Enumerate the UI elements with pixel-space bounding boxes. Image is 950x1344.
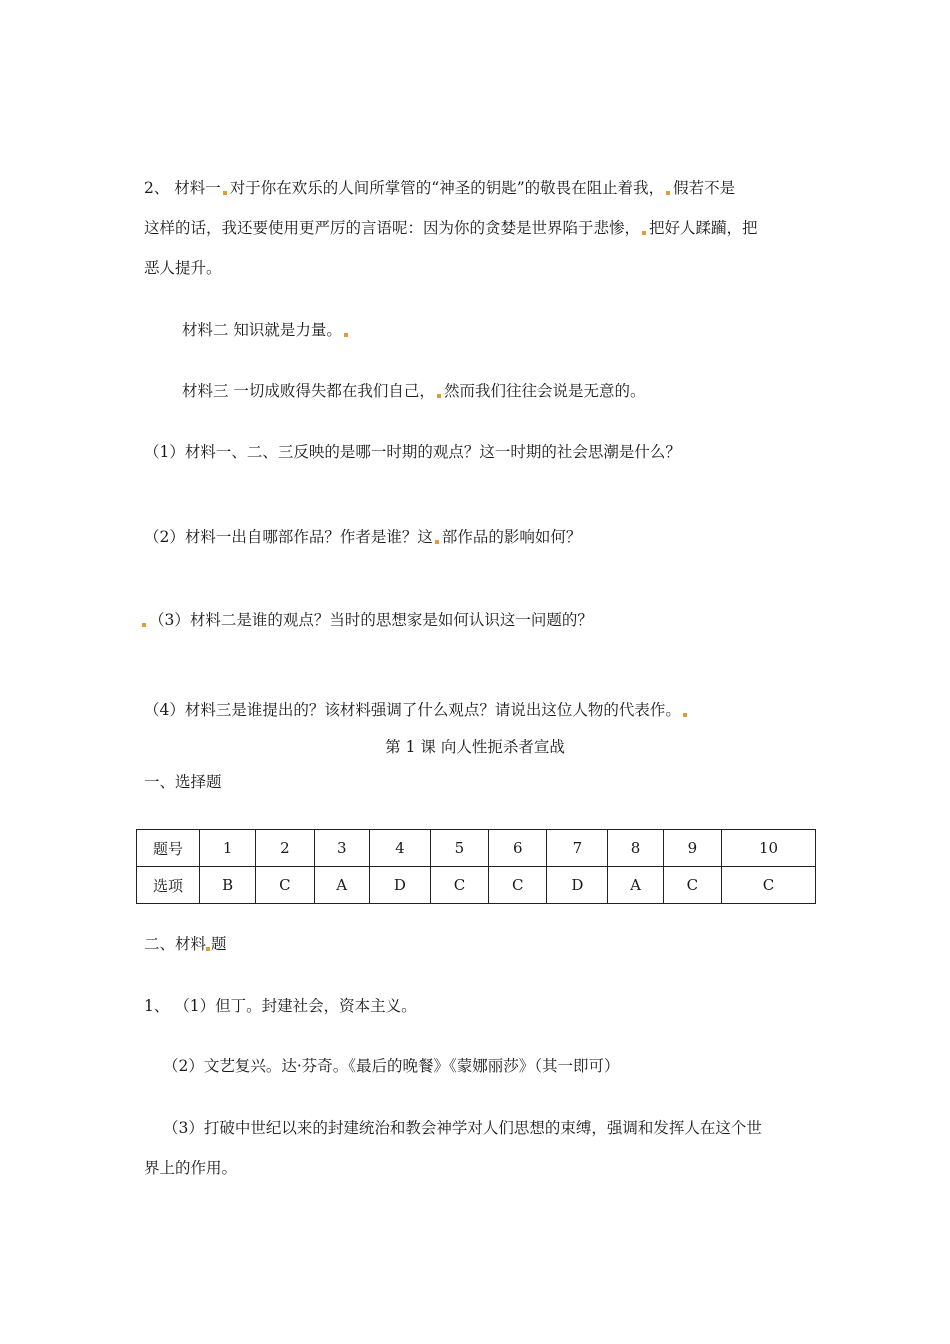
table-cell: C [256, 867, 314, 904]
sub-question-3-text: （3）材料二是谁的观点？当时的思想家是如何认识这一问题的？ [149, 611, 593, 629]
table-cell: D [547, 867, 608, 904]
table-cell: 6 [489, 830, 547, 867]
answer-1-part-1: 1、 （1）但丁。封建社会，资本主义。 [144, 997, 417, 1015]
answer-1-part-2: （2）文艺复兴。达·芬奇。《最后的晚餐》《蒙娜丽莎》（其一即可） [163, 1057, 620, 1075]
highlight-mark [642, 231, 646, 235]
answer-1-part-3-line-1: （3）打破中世纪以来的封建统治和教会神学对人们思想的束缚，强调和发挥人在这个世 [163, 1119, 762, 1137]
highlight-mark [437, 394, 441, 398]
q2-line-3: 恶人提升。 [144, 259, 222, 277]
table-cell: C [722, 867, 816, 904]
answer-table [136, 829, 816, 904]
q2-line-1-c: 假若不是 [673, 179, 736, 197]
table-cell: 2 [256, 830, 314, 867]
material-3 [182, 381, 645, 401]
row-label-number: 题号 [137, 830, 200, 867]
q2-line-1-b: 对于你在欢乐的人间所掌管的“神圣的钥匙”的敬畏在阻止着我， [229, 179, 665, 197]
table-cell: 4 [369, 830, 430, 867]
table-cell: A [314, 867, 369, 904]
answer-1-part-3-line-2: 界上的作用。 [144, 1159, 238, 1177]
highlight-mark [142, 623, 146, 627]
table-cell: C [430, 867, 488, 904]
material-3-b: 然而我们往往会说是无意的。 [443, 382, 646, 400]
table-cell: C [489, 867, 547, 904]
table-cell: 3 [314, 830, 369, 867]
table-cell: A [608, 867, 663, 904]
highlight-mark [666, 191, 670, 195]
highlight-mark [223, 191, 227, 195]
highlight-mark [435, 540, 439, 544]
q2-line-2-a: 这样的话，我还要使用更严厉的言语呢：因为你的贪婪是世界陷于悲惨， [144, 219, 641, 237]
highlight-mark [683, 713, 687, 717]
sub-question-4-text: （4）材料三是谁提出的？该材料强调了什么观点？请说出这位人物的代表作。 [144, 701, 681, 719]
section-choice-heading: 一、选择题 [144, 773, 222, 791]
material-2 [182, 320, 351, 340]
highlight-mark [206, 947, 210, 951]
table-cell: 7 [547, 830, 608, 867]
row-label-option: 选项 [137, 867, 200, 904]
table-cell: 9 [663, 830, 721, 867]
table-cell: B [200, 867, 256, 904]
section-material-heading-a: 二、材料 [144, 935, 207, 953]
sub-question-2 [144, 527, 581, 547]
table-row [137, 867, 816, 904]
sub-question-3 [140, 610, 593, 630]
sub-question-1: （1）材料一、二、三反映的是哪一时期的观点？这一时期的社会思潮是什么？ [144, 443, 681, 461]
table-row [137, 830, 816, 867]
sub-question-2-a: （2）材料一出自哪部作品？作者是谁？这 [144, 528, 433, 546]
table-cell: 8 [608, 830, 663, 867]
section-material-heading-b: 题 [211, 935, 227, 953]
table-cell: D [369, 867, 430, 904]
sub-question-4 [144, 700, 690, 720]
material-2-text: 材料二 知识就是力量。 [182, 321, 342, 339]
table-cell: 1 [200, 830, 256, 867]
table-cell: C [663, 867, 721, 904]
table-cell: 10 [722, 830, 816, 867]
lesson-title: 第 1 课 向人性扼杀者宣战 [385, 738, 565, 756]
q2-line-1 [144, 178, 735, 198]
sub-question-2-b: 部作品的影响如何？ [441, 528, 582, 546]
section-material-heading [144, 934, 227, 954]
q2-line-2 [144, 218, 758, 238]
highlight-mark [344, 333, 348, 337]
table-cell: 5 [430, 830, 488, 867]
q2-line-1-a: 2、 材料一 [144, 179, 221, 197]
q2-line-2-b: 把好人蹂躏，把 [649, 219, 758, 237]
material-3-a: 材料三 一切成败得失都在我们自己， [182, 382, 435, 400]
